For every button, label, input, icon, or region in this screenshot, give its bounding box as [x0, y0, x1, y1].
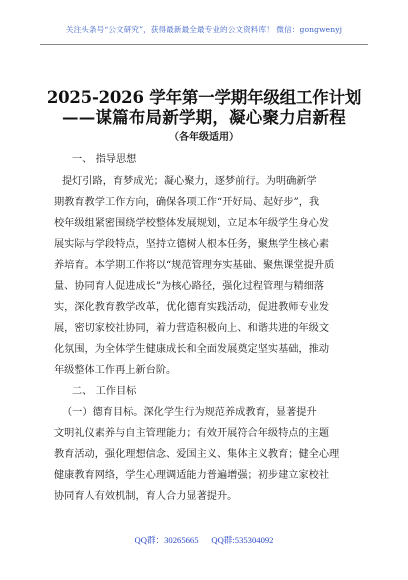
body-line: 校年级组紧密围绕学校整体发展规划，立足本年级学生身心发 [54, 218, 330, 229]
section-heading: 二、 工作目标 [72, 386, 137, 397]
body-line: 健康教育网络，学生心理调适能力普遍增强；初步建立家校社 [54, 470, 330, 481]
promo-header: 关注头条号“公文研究”，获得最新最全最专业的公文资料库！ 微信：gongwenyj [65, 25, 343, 34]
body-line: 协同育人有效机制，育人合力显著提升。 [54, 491, 238, 502]
body-line: 年级整体工作再上新台阶。 [54, 365, 177, 376]
body-line: 展，密切家校社协同，着力营造积极向上、和谐共进的年级文 [54, 323, 330, 334]
body-line: 教育活动，强化理想信念、爱国主义、集体主义教育；健全心理 [54, 449, 340, 460]
body-line: 量、协同育人促进成长”为核心路径，强化过程管理与精细落 [54, 281, 325, 292]
body-line: 展实际与学段特点，坚持立德树人根本任务，聚焦学生核心素 [54, 239, 330, 250]
document-title: 2025-2026 学年第一学期年级组工作计划 [46, 88, 362, 107]
body-line: 化氛围，为全体学生健康成长和全面发展奠定坚实基础，推动 [54, 344, 330, 355]
body-line: 提灯引路，育梦成光；凝心聚力，逐梦前行。为明确新学 [62, 176, 317, 187]
header-divider [40, 44, 368, 45]
body-line: 实，深化教育教学改革，优化德育实践活动，促进教师专业发 [54, 302, 330, 313]
section-heading: 一、 指导思想 [72, 154, 137, 165]
applicability-note: （各年级适用） [169, 132, 239, 143]
document-subtitle-line: ——谋篇布局新学期，凝心聚力启新程 [62, 108, 346, 127]
body-line: 文明礼仪素养与自主管理能力；有效开展符合年级特点的主题 [54, 428, 330, 439]
body-line: 养培育。本学期工作将以“规范管理夯实基础、聚焦课堂提升质 [54, 260, 335, 271]
qq-group-footer: QQ群：30265665 QQ群:535304092 [134, 535, 274, 545]
body-line: （一）德育目标。深化学生行为规范养成教育，显著提升 [62, 407, 317, 418]
body-line: 期教育教学工作方向，确保各项工作“开好局、起好步”，我 [54, 197, 320, 208]
